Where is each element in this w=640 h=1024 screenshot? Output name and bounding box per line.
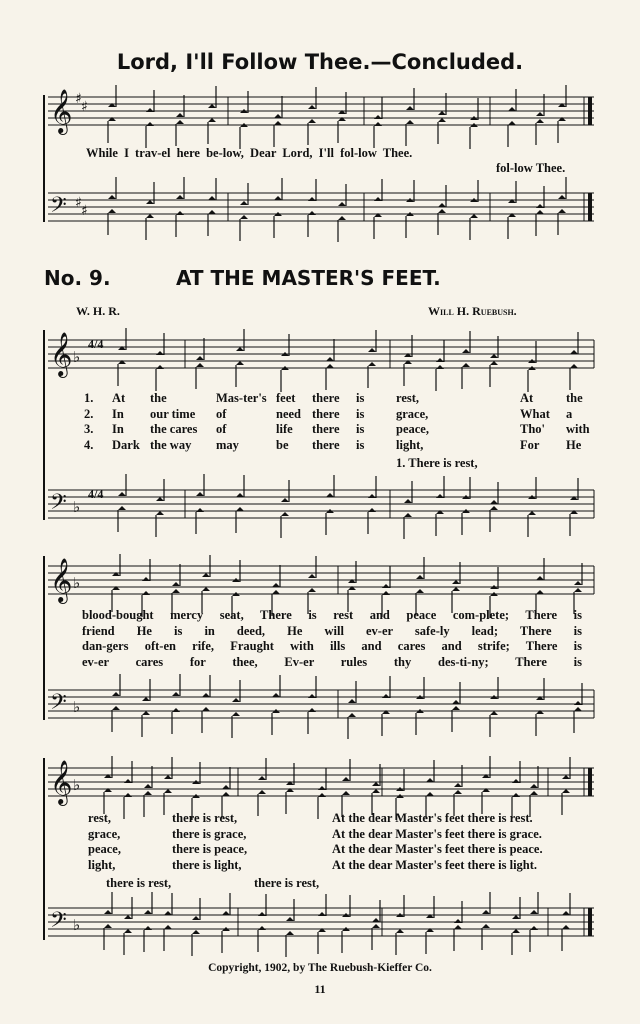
lyric-phrase: At the dear Master's feet there is grace. <box>332 826 542 841</box>
lyric-phrase: At the dear Master's feet there is light. <box>332 857 538 872</box>
note-head <box>508 121 516 125</box>
note-head <box>536 119 544 123</box>
note-head <box>348 713 356 717</box>
note-head <box>164 925 172 929</box>
note-head <box>374 122 382 126</box>
note-head <box>452 700 460 704</box>
sharp-icon: ♯ <box>75 91 82 107</box>
lyric-word: light, <box>396 437 424 452</box>
note-head <box>396 929 404 933</box>
note-head <box>196 492 204 496</box>
note-head <box>176 195 184 199</box>
note-head <box>462 363 470 367</box>
lyric-word: there <box>312 391 340 405</box>
note-head <box>452 580 460 584</box>
note-head <box>438 209 446 213</box>
bass-echo-lyric: 1. There is rest, <box>396 456 478 470</box>
lyric-word: the <box>566 391 583 405</box>
note-head <box>222 911 230 915</box>
lyric-word: is <box>356 422 365 436</box>
lyric-word: life <box>276 422 293 436</box>
flat-icon: ♭ <box>73 574 81 592</box>
note-head <box>372 789 380 793</box>
note-head <box>382 591 390 595</box>
lyric-phrase: grace, <box>88 826 121 841</box>
note-head <box>438 111 446 115</box>
note-head <box>416 575 424 579</box>
time-signature-text: 4/4 <box>88 337 104 351</box>
lyric-word: Mas-ter's <box>216 391 267 405</box>
note-head <box>258 776 266 780</box>
lyricist-credit <box>76 304 120 319</box>
lyric-word: Tho' <box>520 422 546 436</box>
flat-icon: ♭ <box>73 698 81 716</box>
note-head <box>258 790 266 794</box>
bass-clef-icon: 𝄢 <box>50 193 67 223</box>
lyric-word: At <box>112 391 126 405</box>
note-head <box>536 576 544 580</box>
note-head <box>208 118 216 122</box>
note-head <box>146 200 154 204</box>
note-head <box>236 347 244 351</box>
note-head <box>454 925 462 929</box>
sharp-icon: ♯ <box>81 203 88 219</box>
lyric-word: is <box>356 437 365 452</box>
note-head <box>156 497 164 501</box>
note-head <box>274 114 282 118</box>
note-head <box>342 791 350 795</box>
time-signature-bass <box>88 487 104 501</box>
note-head <box>490 711 498 715</box>
note-head <box>530 926 538 930</box>
note-head <box>232 698 240 702</box>
note-head <box>482 924 490 928</box>
note-head <box>232 712 240 716</box>
note-head <box>342 777 350 781</box>
lyric-word: of <box>216 422 227 436</box>
note-head <box>404 499 412 503</box>
system2-bass-staff <box>48 690 594 718</box>
note-head <box>164 775 172 779</box>
note-head <box>104 910 112 914</box>
note-head <box>512 929 520 933</box>
note-head <box>308 105 316 109</box>
note-head <box>272 590 280 594</box>
note-head <box>112 706 120 710</box>
note-head <box>222 785 230 789</box>
note-head <box>176 113 184 117</box>
note-head <box>382 694 390 698</box>
note-head <box>258 926 266 930</box>
lyric-word: our time <box>150 406 196 421</box>
note-head <box>274 196 282 200</box>
note-head <box>338 216 346 220</box>
lyric-line: blood-bought mercy seat, There is rest and peace com-plete; There is <box>82 608 582 622</box>
note-head <box>438 203 446 207</box>
note-head <box>562 911 570 915</box>
note-head <box>124 929 132 933</box>
lyric-word: He <box>566 437 582 452</box>
composer-credit <box>428 304 517 319</box>
note-head <box>426 778 434 782</box>
note-head <box>308 694 316 698</box>
note-head <box>374 115 382 119</box>
note-head <box>142 711 150 715</box>
note-head <box>326 364 334 368</box>
note-head <box>236 361 244 365</box>
note-head <box>308 197 316 201</box>
note-head <box>308 588 316 592</box>
note-head <box>372 924 380 928</box>
note-head <box>416 589 424 593</box>
lyric-phrase: peace, <box>88 842 121 856</box>
note-head <box>202 707 210 711</box>
page-number-text: 11 <box>314 982 326 996</box>
note-head <box>164 911 172 915</box>
verse-number: 2. <box>84 406 94 421</box>
note-head <box>406 120 414 124</box>
lyric-word: grace, <box>396 406 429 421</box>
note-head <box>208 196 216 200</box>
system2-treble-staff <box>48 566 594 594</box>
treble-clef-icon: 𝄞 <box>50 332 73 376</box>
note-head <box>372 782 380 786</box>
system1-bass-staff <box>48 490 594 518</box>
note-head <box>258 912 266 916</box>
lyric-word: is <box>356 391 365 405</box>
note-head <box>236 493 244 497</box>
verse-number: 4. <box>84 437 94 452</box>
note-head <box>382 584 390 588</box>
bass-clef-icon: 𝄢 <box>50 908 67 938</box>
treble-clef-icon: 𝄞 <box>50 558 73 602</box>
note-head <box>240 201 248 205</box>
note-head <box>482 910 490 914</box>
note-head <box>368 508 376 512</box>
note-head <box>156 351 164 355</box>
note-head <box>240 215 248 219</box>
lyric-phrase: light, <box>88 857 116 872</box>
note-head <box>281 512 289 516</box>
note-head <box>454 919 462 923</box>
note-head <box>562 925 570 929</box>
lyric-word: In <box>112 422 124 436</box>
lyric-word: there <box>312 437 340 452</box>
lyric-word: is <box>356 406 365 421</box>
note-head <box>112 692 120 696</box>
time-signature-text: 4/4 <box>88 487 104 501</box>
note-head <box>196 508 204 512</box>
note-head <box>172 582 180 586</box>
composer-text: Will H. Ruebush. <box>428 304 517 318</box>
note-head <box>286 917 294 921</box>
verse-number: 1. <box>84 391 94 405</box>
note-head <box>490 506 498 510</box>
note-head <box>574 581 582 585</box>
lyric-word: At <box>520 391 534 405</box>
lyric-word: be <box>276 437 289 452</box>
note-head <box>202 587 210 591</box>
lyric-word: the way <box>150 437 192 452</box>
note-head <box>118 506 126 510</box>
note-head <box>462 349 470 353</box>
previous-lyric-echo: fol-low Thee. <box>496 161 566 175</box>
hymn-title-text: AT THE MASTER'S FEET. <box>176 266 441 290</box>
lyric-word: a <box>566 406 573 421</box>
note-head <box>490 354 498 358</box>
note-head <box>156 365 164 369</box>
note-head <box>470 214 478 218</box>
flat-icon: ♭ <box>73 498 81 516</box>
note-head <box>368 362 376 366</box>
note-head <box>454 783 462 787</box>
note-head <box>436 494 444 498</box>
lyric-word: there <box>312 422 340 436</box>
lyric-word: rest, <box>396 391 420 405</box>
lyricist-text: W. H. R. <box>76 304 120 318</box>
note-head <box>202 693 210 697</box>
note-head <box>142 591 150 595</box>
note-head <box>144 791 152 795</box>
copyright-text: Copyright, 1902, by The Ruebush-Kieffer Co. <box>208 962 432 974</box>
lyric-phrase: there is rest, <box>172 811 238 825</box>
note-head <box>142 697 150 701</box>
note-head <box>142 577 150 581</box>
sharp-icon: ♯ <box>75 195 82 211</box>
note-head <box>156 511 164 515</box>
note-head <box>570 364 578 368</box>
note-head <box>558 195 566 199</box>
note-head <box>272 583 280 587</box>
lyric-phrase: At the dear Master's feet there is peace. <box>332 842 543 856</box>
lyric-phrase: there is light, <box>172 857 242 872</box>
note-head <box>326 493 334 497</box>
note-head <box>512 779 520 783</box>
note-head <box>308 708 316 712</box>
note-head <box>108 209 116 213</box>
flat-icon: ♭ <box>73 916 81 934</box>
system1-treble-staff <box>48 340 594 368</box>
note-head <box>281 498 289 502</box>
bass-clef-icon: 𝄢 <box>50 690 67 720</box>
note-head <box>438 118 446 122</box>
lyric-word: the cares <box>150 422 198 436</box>
note-head <box>436 365 444 369</box>
note-head <box>192 930 200 934</box>
lyric-word: In <box>112 406 124 421</box>
lyric-phrase: rest, <box>88 811 112 825</box>
lyric-phrase: At the dear Master's feet there is rest. <box>332 811 533 825</box>
note-head <box>318 912 326 916</box>
note-head <box>536 112 544 116</box>
note-head <box>452 706 460 710</box>
copyright-notice <box>0 962 640 974</box>
lyric-phrase: there is peace, <box>172 842 248 856</box>
page-number <box>0 982 640 997</box>
note-head <box>274 121 282 125</box>
note-head <box>202 573 210 577</box>
note-head <box>146 214 154 218</box>
note-head <box>436 358 444 362</box>
note-head <box>104 924 112 928</box>
note-head <box>124 915 132 919</box>
lyric-word: feet <box>276 391 296 405</box>
note-head <box>146 108 154 112</box>
lyric-line: dan-gers oft-en rife, Fraught with ills and cares and strife; There is <box>82 639 582 653</box>
flat-icon: ♭ <box>73 776 81 794</box>
note-head <box>406 106 414 110</box>
note-head <box>308 574 316 578</box>
note-head <box>574 701 582 705</box>
note-head <box>318 786 326 790</box>
lyric-word: What <box>520 406 550 421</box>
note-head <box>454 790 462 794</box>
note-head <box>508 107 516 111</box>
note-head <box>512 793 520 797</box>
lyric-word: with <box>566 422 590 436</box>
note-head <box>426 792 434 796</box>
verse-number: 3. <box>84 422 94 436</box>
note-head <box>490 361 498 365</box>
note-head <box>286 931 294 935</box>
lyric-word: peace, <box>396 422 429 436</box>
note-head <box>536 210 544 214</box>
lyric-word: For <box>520 437 540 452</box>
note-head <box>124 793 132 797</box>
note-head <box>236 507 244 511</box>
note-head <box>562 775 570 779</box>
note-head <box>144 926 152 930</box>
lyric-word: Dark <box>112 437 140 452</box>
note-head <box>308 211 316 215</box>
note-head <box>196 356 204 360</box>
lyric-word: may <box>216 437 239 452</box>
lyric-word: of <box>216 406 227 421</box>
treble-clef-icon: 𝄞 <box>50 89 73 133</box>
note-head <box>172 708 180 712</box>
note-head <box>118 492 126 496</box>
previous-lyric-line: While I trav-el here be-low, Dear Lord, I'll fol-low Thee. <box>86 146 413 160</box>
note-head <box>208 210 216 214</box>
note-head <box>404 513 412 517</box>
note-head <box>192 916 200 920</box>
note-head <box>574 707 582 711</box>
sharp-icon: ♯ <box>81 99 88 115</box>
note-head <box>144 910 152 914</box>
note-head <box>372 918 380 922</box>
lyric-word: need <box>276 406 301 421</box>
hymn-number-text: No. 9. <box>44 266 111 290</box>
note-head <box>512 915 520 919</box>
note-head <box>558 209 566 213</box>
note-head <box>208 104 216 108</box>
note-head <box>108 195 116 199</box>
note-head <box>536 590 544 594</box>
note-head <box>172 589 180 593</box>
note-head <box>338 202 346 206</box>
note-head <box>146 122 154 126</box>
time-signature-treble <box>88 337 104 351</box>
note-head <box>176 120 184 124</box>
note-head <box>452 587 460 591</box>
note-head <box>574 588 582 592</box>
note-head <box>176 211 184 215</box>
note-head <box>570 350 578 354</box>
hymn-number <box>44 266 111 290</box>
note-head <box>196 363 204 367</box>
note-head <box>528 511 536 515</box>
lyric-word: the <box>150 391 167 405</box>
note-head <box>490 500 498 504</box>
bass-echo-lyric: there is rest, <box>106 876 172 890</box>
lyric-line: friend He is in deed, He will ev-er safe-ly lead; There is <box>82 623 582 638</box>
note-head <box>530 791 538 795</box>
note-head <box>368 494 376 498</box>
note-head <box>222 792 230 796</box>
note-head <box>368 348 376 352</box>
note-head <box>308 119 316 123</box>
flat-icon: ♭ <box>73 348 81 366</box>
lyric-line: ev-er cares for thee, Ev-er rules thy des-ti-ny; There is <box>82 654 582 669</box>
note-head <box>326 357 334 361</box>
note-head <box>172 692 180 696</box>
note-head <box>348 699 356 703</box>
note-head <box>164 789 172 793</box>
note-head <box>562 789 570 793</box>
treble-clef-icon: 𝄞 <box>50 760 73 804</box>
note-head <box>318 793 326 797</box>
lyric-word: there <box>312 406 340 421</box>
note-head <box>272 693 280 697</box>
note-head <box>374 197 382 201</box>
note-head <box>124 779 132 783</box>
hymn-title <box>176 266 441 290</box>
note-head <box>536 204 544 208</box>
bass-echo-lyric: there is rest, <box>254 876 320 890</box>
note-head <box>530 784 538 788</box>
note-head <box>530 910 538 914</box>
note-head <box>144 784 152 788</box>
lyric-phrase: there is grace, <box>172 826 247 841</box>
bass-clef-icon: 𝄢 <box>50 490 67 520</box>
previous-hymn-title-text: Lord, I'll Follow Thee.—Concluded. <box>116 50 524 74</box>
